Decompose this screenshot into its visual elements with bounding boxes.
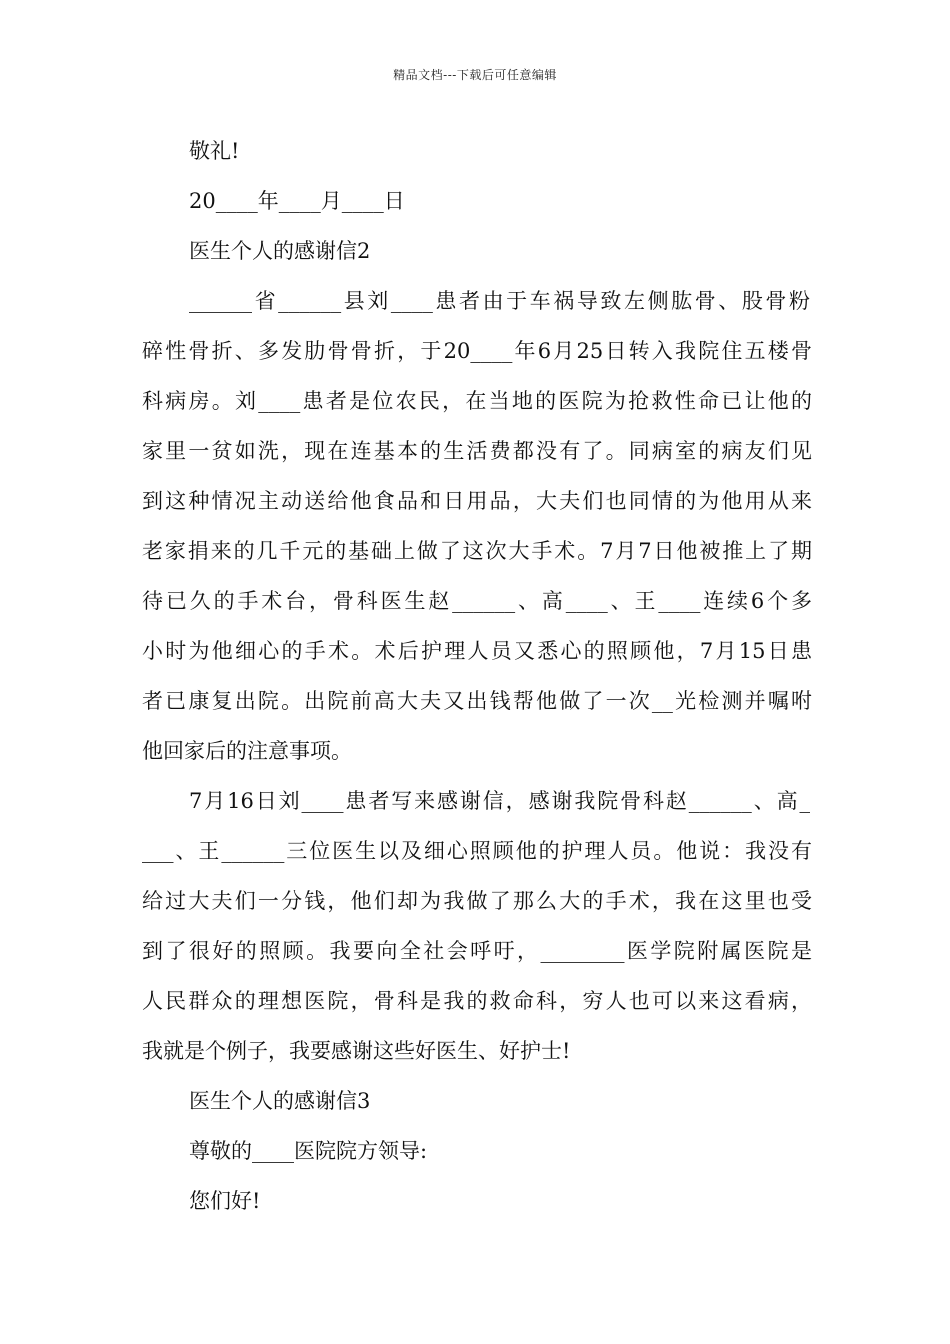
paragraph-line: 小时为他细心的手术。术后护理人员又悉心的照顾他，7月15日患 [142,639,812,663]
paragraph-line: 我就是个例子，我要感谢这些好医生、好护士! [142,1039,571,1063]
paragraph-line: 到这种情况主动送给他食品和日用品，大夫们也同情的为他用从来 [142,489,812,513]
paragraph-line: 人民群众的理想医院，骨科是我的救命科，穷人也可以来这看病， [142,989,812,1013]
page-header: 精品文档---下载后可任意编辑 [393,68,557,82]
paragraph-line: 7月16日刘____患者写来感谢信，感谢我院骨科赵______、高_ [189,789,810,813]
letter-title-2: 医生个人的感谢信2 [189,239,371,263]
paragraph-line: 家里一贫如洗，现在连基本的生活费都没有了。同病室的病友们见 [142,439,812,463]
paragraph-line: ______省______县刘____患者由于车祸导致左侧肱骨、股骨粉 [189,289,810,313]
paragraph-line: 到了很好的照顾。我要向全社会呼吁，________医学院附属医院是 [142,939,812,963]
salutation: 尊敬的____医院院方领导: [189,1139,428,1163]
paragraph-line: ___、王______三位医生以及细心照顾他的护理人员。他说：我没有 [142,839,812,863]
paragraph-line: 碎性骨折、多发肋骨骨折，于20____年6月25日转入我院住五楼骨 [142,339,812,363]
paragraph-line: 老家捐来的几千元的基础上做了这次大手术。7月7日他被推上了期 [142,539,812,563]
paragraph-line: 给过大夫们一分钱，他们却为我做了那么大的手术，我在这里也受 [142,889,812,913]
paragraph-line: 者已康复出院。出院前高大夫又出钱帮他做了一次__光检测并嘱咐 [142,689,812,713]
paragraph-line: 科病房。刘____患者是位农民，在当地的医院为抢救性命已让他的 [142,389,812,413]
date-line: 20____年____月____日 [189,189,405,213]
paragraph-line: 待已久的手术台，骨科医生赵______、高____、王____连续6个多 [142,589,812,613]
letter-title-3: 医生个人的感谢信3 [189,1089,371,1113]
greeting: 您们好! [189,1189,261,1213]
closing-salutation: 敬礼! [189,139,240,163]
paragraph-line: 他回家后的注意事项。 [142,739,352,763]
